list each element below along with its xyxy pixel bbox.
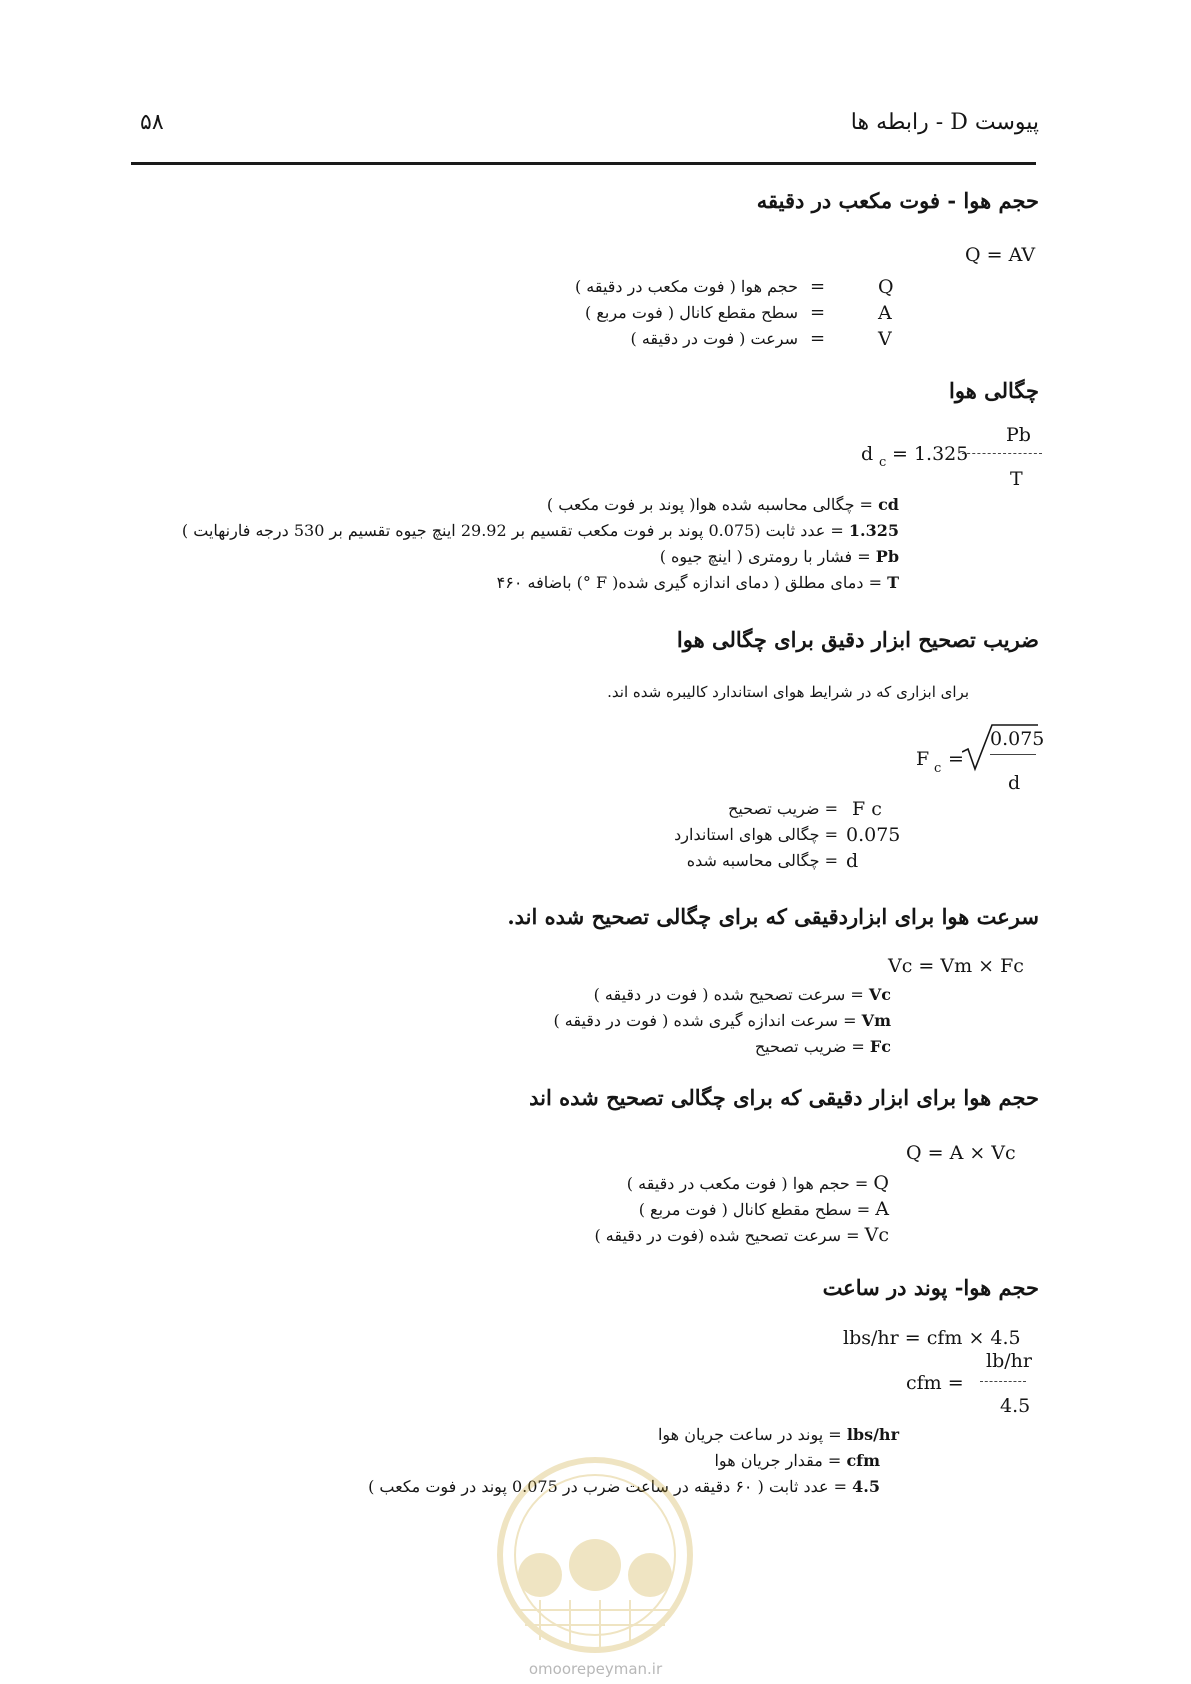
formula-q-a-vc: Q = A × Vc xyxy=(906,1142,1016,1164)
def-description: = چگالی محاسبه شده xyxy=(686,851,838,870)
section-heading-correction-factor: ضریب تصحیح ابزار دقیق برای چگالی هوا xyxy=(676,627,1039,652)
section-heading-air-volume-cfm: حجم هوا - فوت مکعب در دقیقه xyxy=(756,188,1039,213)
def-symbol: lbs/hr xyxy=(846,1425,899,1444)
def-symbol: 0.075 xyxy=(846,824,901,846)
def-symbol: Vm xyxy=(861,1011,891,1030)
fraction-denominator: T xyxy=(1010,468,1023,490)
def-symbol: T xyxy=(887,573,899,592)
formula-lhs: d xyxy=(861,443,874,465)
formula-lhs: F xyxy=(916,748,930,770)
def-row: lbs/hr = پوند در ساعت جریان هوا xyxy=(657,1425,899,1444)
def-symbol: A xyxy=(875,1198,889,1220)
def-description: عدد ثابت ( ۶۰ دقیقه در ساعت ضرب در 0.075 پوند در فوت مکعب ) xyxy=(368,1477,829,1496)
fraction-numerator: Pb xyxy=(1006,424,1031,446)
def-equals: = xyxy=(810,302,826,323)
def-description: سرعت تصحیح شده ( فوت در دقیقه ) xyxy=(593,985,846,1004)
formula-equals: = xyxy=(948,748,964,770)
formula-lhs: cfm = xyxy=(906,1372,964,1394)
page-header-title: پیوست D - رابطه ها xyxy=(850,110,1039,135)
def-description: دمای مطلق ( دمای اندازه گیری شده( F °) باضافه ۴۶۰ xyxy=(496,573,864,592)
def-row: T = دمای مطلق ( دمای اندازه گیری شده( F °) باضافه ۴۶۰ xyxy=(496,573,899,592)
fraction-bar xyxy=(990,754,1036,755)
def-symbol: Q xyxy=(878,276,894,298)
formula-lbs-hr: lbs/hr = cfm × 4.5 xyxy=(843,1327,1021,1349)
fraction-numerator: 0.075 xyxy=(990,728,1045,750)
def-description: مقدار جریان هوا xyxy=(714,1451,823,1470)
formula-lhs-subscript: c xyxy=(934,761,942,776)
def-description: سرعت اندازه گیری شده ( فوت در دقیقه ) xyxy=(553,1011,839,1030)
fraction-numerator: lb/hr xyxy=(986,1350,1032,1372)
fraction-denominator: d xyxy=(1008,772,1021,794)
def-symbol: A xyxy=(878,302,892,324)
def-symbol: Vc xyxy=(868,985,891,1004)
def-symbol: d xyxy=(846,850,859,872)
def-symbol: 4.5 xyxy=(852,1477,880,1496)
def-description: سرعت تصحیح شده (فوت در دقیقه ) xyxy=(594,1226,842,1245)
header-rule xyxy=(131,162,1036,165)
def-description: = ضریب تصحیح xyxy=(728,799,838,818)
fraction-bar xyxy=(962,453,1042,454)
def-description: حجم هوا ( فوت مکعب در دقیقه ) xyxy=(574,277,798,296)
def-symbol: V xyxy=(878,328,892,350)
def-row: Vc = سرعت تصحیح شده ( فوت در دقیقه ) xyxy=(593,985,891,1004)
def-row: cfm = مقدار جریان هوا xyxy=(714,1451,880,1470)
def-symbol: cd xyxy=(878,495,899,514)
def-description: = چگالی هوای استاندارد xyxy=(674,825,838,844)
def-description: عدد ثابت (0.075 پوند بر فوت مکعب تقسیم بر 29.92 اینچ جیوه تقسیم بر 530 درجه فارنهایت ) xyxy=(181,521,826,540)
watermark-seal-logo xyxy=(480,1455,710,1655)
def-description: سطح مقطع کانال ( فوت مربع ) xyxy=(638,1200,852,1219)
def-row: Pb = فشار با رومتری ( اینچ جیوه ) xyxy=(659,547,899,566)
formula-q-av: Q = AV xyxy=(965,244,1036,266)
def-symbol: cfm xyxy=(846,1451,880,1470)
section-heading-air-density: چگالی هوا xyxy=(949,378,1039,403)
section-heading-corrected-air-volume: حجم هوا برای ابزار دقیقی که برای چگالی تصحیح شده اند xyxy=(529,1085,1039,1110)
def-description: سرعت ( فوت در دقیقه ) xyxy=(630,329,798,348)
def-description: فشار با رومتری ( اینچ جیوه ) xyxy=(659,547,853,566)
def-symbol: Vc xyxy=(864,1224,889,1246)
def-equals: = xyxy=(810,328,826,349)
fraction-bar xyxy=(980,1381,1026,1382)
def-equals: = xyxy=(810,276,826,297)
def-description: چگالی محاسبه شده هوا( پوند بر فوت مکعب ) xyxy=(546,495,855,514)
def-row: A = سطح مقطع کانال ( فوت مربع ) xyxy=(638,1198,889,1220)
def-row: Vc = سرعت تصحیح شده (فوت در دقیقه ) xyxy=(594,1224,889,1246)
def-description: سطح مقطع کانال ( فوت مربع ) xyxy=(585,303,798,322)
def-description: پوند در ساعت جریان هوا xyxy=(657,1425,824,1444)
formula-lhs-subscript: c xyxy=(879,455,887,470)
watermark-text: omoorepeyman.ir xyxy=(528,1660,663,1678)
formula-vc: Vc = Vm × Fc xyxy=(888,955,1024,977)
def-symbol: Q xyxy=(873,1172,889,1194)
def-description: حجم هوا ( فوت مکعب در دقیقه ) xyxy=(626,1174,850,1193)
section-note: برای ابزاری که در شرایط هوای استاندارد کالیبره شده اند. xyxy=(607,683,969,701)
page-number: ۵۸ xyxy=(140,110,164,135)
section-heading-air-mass-flow: حجم هوا- پوند در ساعت xyxy=(822,1275,1039,1300)
def-row: cd = چگالی محاسبه شده هوا( پوند بر فوت مکعب ) xyxy=(546,495,899,514)
def-row: Fc = ضریب تصحیح xyxy=(754,1037,891,1056)
def-row: Q = حجم هوا ( فوت مکعب در دقیقه ) xyxy=(626,1172,889,1194)
def-row: 4.5 = عدد ثابت ( ۶۰ دقیقه در ساعت ضرب در 0.075 پوند در فوت مکعب ) xyxy=(368,1477,880,1496)
def-symbol: Pb xyxy=(875,547,899,566)
formula-constant: = 1.325 xyxy=(892,443,969,465)
section-heading-corrected-velocity: سرعت هوا برای ابزاردقیقی که برای چگالی تصحیح شده اند. xyxy=(507,904,1039,929)
def-row: 1.325 = عدد ثابت (0.075 پوند بر فوت مکعب تقسیم بر 29.92 اینچ جیوه تقسیم بر 530 درجه فارنهایت ) xyxy=(181,521,899,540)
fraction-denominator: 4.5 xyxy=(1000,1395,1031,1417)
def-description: ضریب تصحیح xyxy=(754,1037,847,1056)
def-symbol: Fc xyxy=(869,1037,891,1056)
def-row: Vm = سرعت اندازه گیری شده ( فوت در دقیقه ) xyxy=(553,1011,891,1030)
def-symbol: F c xyxy=(852,798,882,820)
def-symbol: 1.325 xyxy=(848,521,899,540)
